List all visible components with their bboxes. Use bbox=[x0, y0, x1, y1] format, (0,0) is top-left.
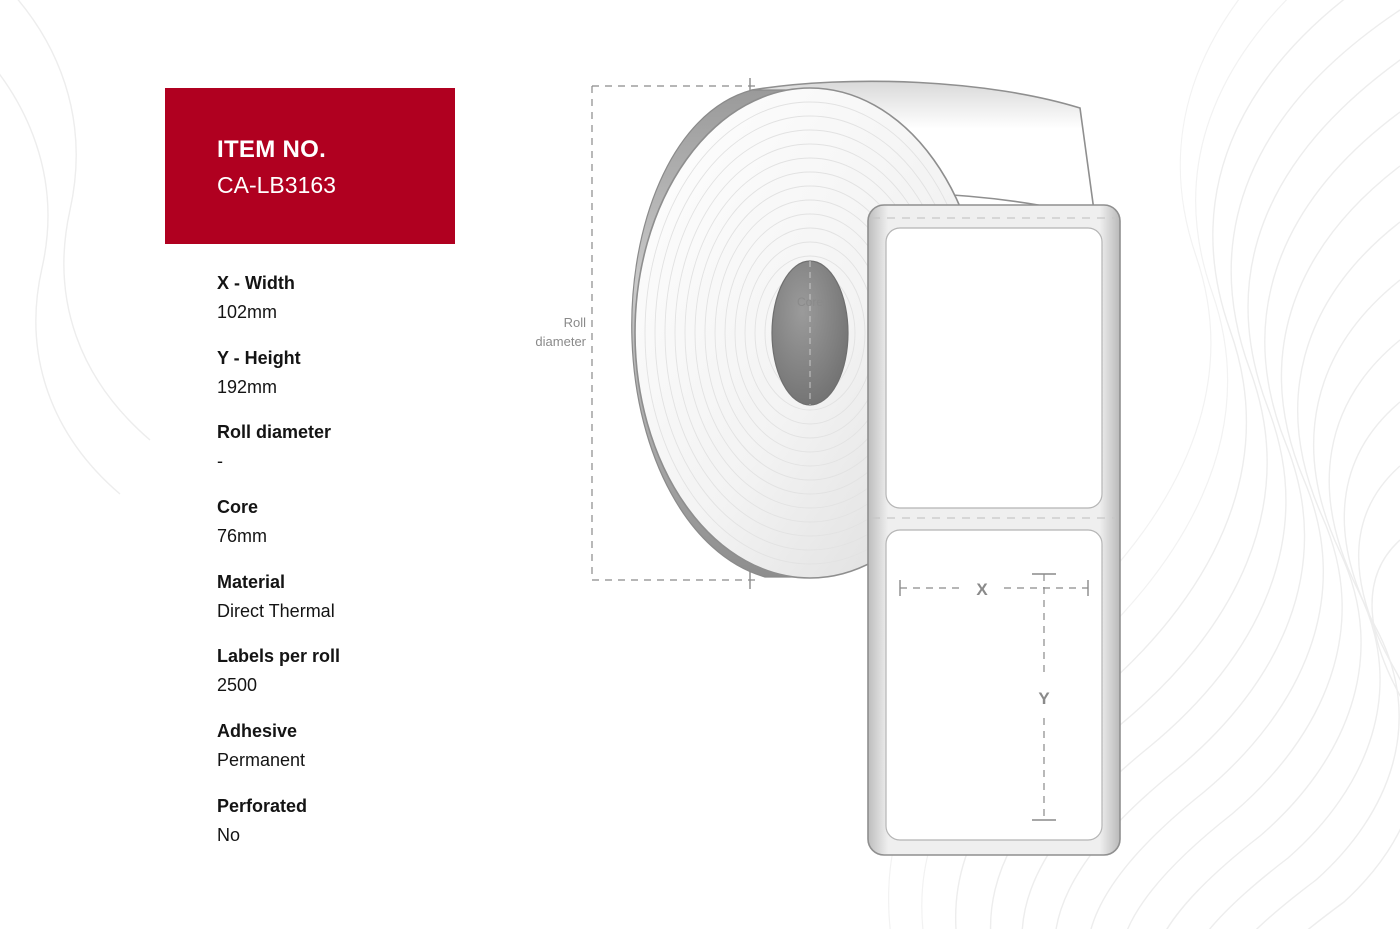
spec-row-perforated bbox=[217, 793, 455, 850]
spec-list bbox=[165, 270, 455, 850]
spec-label-width: X - Width bbox=[217, 273, 295, 293]
spec-row-width bbox=[217, 270, 455, 327]
spec-label-labels-per-roll: Labels per roll bbox=[217, 646, 341, 667]
spec-value-labels-per-roll: 2500 bbox=[217, 675, 258, 696]
spec-value-adhesive: Permanent bbox=[217, 750, 306, 771]
spec-label-core: Core bbox=[217, 497, 259, 518]
spec-row-roll-diameter bbox=[217, 419, 455, 476]
spec-row-adhesive bbox=[217, 718, 455, 775]
core-label: Core bbox=[796, 295, 824, 309]
y-dimension-label: Y bbox=[1038, 689, 1050, 708]
spec-value-perforated: No bbox=[217, 824, 241, 845]
spec-value-width: 102mm bbox=[217, 301, 278, 322]
spec-row-labels-per-roll bbox=[217, 643, 455, 700]
roll-diameter-label-line2: diameter bbox=[535, 334, 586, 349]
item-number-banner bbox=[165, 88, 455, 244]
label-lower bbox=[886, 530, 1102, 840]
spec-label-roll-diameter: Roll diameter bbox=[217, 422, 332, 443]
spec-value-height: 192mm bbox=[217, 376, 278, 397]
spec-value-roll-diameter: - bbox=[217, 451, 223, 472]
spec-label-perforated: Perforated bbox=[217, 795, 308, 816]
spec-value-material: Direct Thermal bbox=[217, 600, 335, 621]
label-upper bbox=[886, 228, 1102, 508]
item-number-title: ITEM NO. bbox=[217, 136, 327, 163]
roll-diameter-label-line1: Roll bbox=[563, 315, 586, 330]
spec-label-material: Material bbox=[217, 571, 286, 592]
spec-label-adhesive: Adhesive bbox=[217, 721, 298, 742]
spec-label-height: Y - Height bbox=[217, 347, 301, 368]
specification-panel bbox=[165, 88, 455, 868]
spec-row-material bbox=[217, 569, 455, 626]
label-roll-diagram bbox=[520, 50, 1240, 880]
spec-row-height bbox=[217, 345, 455, 402]
item-number-code: CA-LB3163 bbox=[217, 172, 336, 199]
x-dimension-label: X bbox=[976, 580, 988, 599]
spec-row-core bbox=[217, 494, 455, 551]
label-strip bbox=[868, 205, 1120, 855]
spec-value-core: 76mm bbox=[217, 525, 268, 546]
